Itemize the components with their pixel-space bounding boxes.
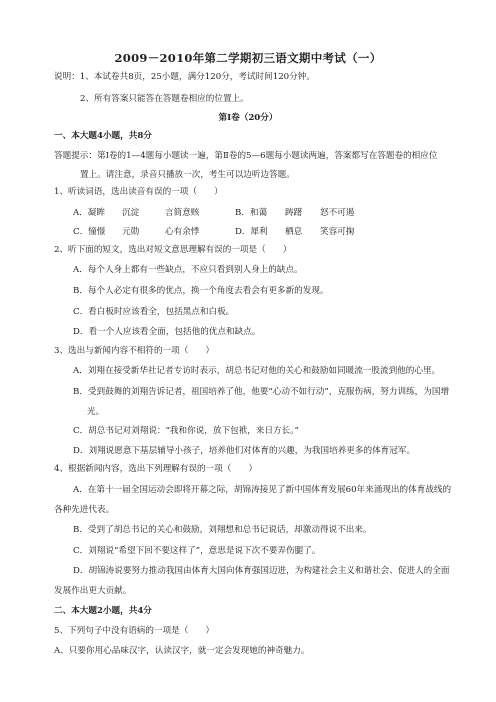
q1-b-word3: 怒不可遏	[320, 208, 355, 218]
q5-stem: 5、下列句子中没有语病的一项是（ ）	[54, 626, 215, 636]
note-line-1: 说明：1、本试卷共8页，25小题，满分120分，考试时间120分钟。	[54, 72, 315, 82]
q1-a-word2: 沉淀	[122, 208, 140, 218]
q4-option-b: B．受到了胡总书记的关心和鼓励，刘翔想和总书记说话，却激动得说不出来。	[73, 525, 372, 535]
q1-c-word3: 心有余悸	[165, 227, 200, 237]
section1-heading: 一、本大题4小题，共8分	[54, 131, 152, 141]
q1-d-word1: D．犀利	[235, 227, 268, 237]
q3-option-b: B．受到鼓舞的刘翔告诉记者，祖国培养了他，他要“心动不如行动”，克服伤病，努力训练，为国增	[73, 387, 450, 397]
exam-title: 2009－2010年第二学期初三语文期中考试（一）	[114, 51, 382, 65]
q4-option-c: C．刘翔说“希望下回不要这样了”，意思是说下次不要弄伤腿了。	[73, 546, 321, 556]
q1-stem: 1、听读词语，选出读音有误的一项（ ）	[54, 187, 223, 197]
q4-option-a: A．在第十一届全国运动会即将开幕之际，胡锦涛接见了新中国体育发展60年来涌现出的体育战线的	[73, 485, 452, 495]
volume-heading: 第Ⅰ卷（20分）	[218, 113, 278, 123]
tip-line-2: 置上。请注意，录音只播放一次，考生可以边听边答题。	[80, 170, 295, 180]
q5-option-a: A、只要你用心品味汉字，认读汉字，就一定会发现她的神奇魅力。	[54, 646, 310, 656]
q1-b-word2: 踌躇	[285, 208, 303, 218]
q1-d-word3: 笑容可掬	[320, 227, 355, 237]
q4-stem: 4、根据新闻内容，选出下列理解有误的一项（ ）	[54, 464, 258, 474]
q1-d-word2: 栖息	[285, 227, 303, 237]
q1-c-word1: C．憧憬	[73, 227, 106, 237]
q1-a-word3: 言简意赅	[165, 208, 200, 218]
q1-c-word2: 元勋	[122, 227, 140, 237]
q3-option-c: C．胡总书记对刘翔说：“我和你说，放下包袱，来日方长。”	[73, 426, 299, 436]
q3-option-b-cont: 光。	[87, 407, 105, 417]
q3-stem: 3、选出与新闻内容不相符的一项（ ）	[54, 346, 215, 356]
tip-line-1: 答题提示：第Ⅰ卷的1—4题每小题读一遍，第Ⅱ卷的5—6题每小题读两遍，答案都写在答题卷的相应位	[54, 151, 438, 161]
q1-b-word1: B．和蔼	[235, 208, 268, 218]
section2-heading: 二、本大题2小题，共4分	[54, 606, 152, 616]
q2-option-d: D．看一个人应该看全面，包括他的优点和缺点。	[73, 327, 261, 337]
q1-a-word1: A．凝眸	[73, 208, 105, 218]
q4-option-a-cont: 各种先进代表。	[54, 505, 115, 515]
q2-option-a: A．每个人身上都有一些缺点，不应只看到别人身上的缺点。	[73, 265, 303, 275]
q3-option-a: A．刘翔在接受新华社记者专访时表示，胡总书记对他的关心和鼓励如同暖流一股流到他的心里。	[73, 366, 441, 376]
note-line-2: 2、所有答案只能答在答题卷相应的位置上。	[80, 94, 249, 104]
q3-option-d: D．刘翔说愿意下基层辅导小孩子，培养他们对体育的兴趣，为我国培养更多的体育冠军。	[73, 446, 416, 456]
q4-option-d: D．胡锦涛说要努力推动我国由体育大国向体育强国迈进，为构建社会主义和谐社会、促进人的全面	[73, 566, 450, 576]
q2-stem: 2、听下面的短文，选出对短文意思理解有误的一项是（ ）	[54, 245, 292, 255]
q2-option-c: C．看白板时应该看全，包括黑点和白板。	[73, 307, 235, 317]
q2-option-b: B．每个人必定有很多的优点，换一个角度去看会有更多新的发现。	[73, 286, 329, 296]
q4-option-d-cont: 发展作出更大贡献。	[54, 586, 132, 596]
